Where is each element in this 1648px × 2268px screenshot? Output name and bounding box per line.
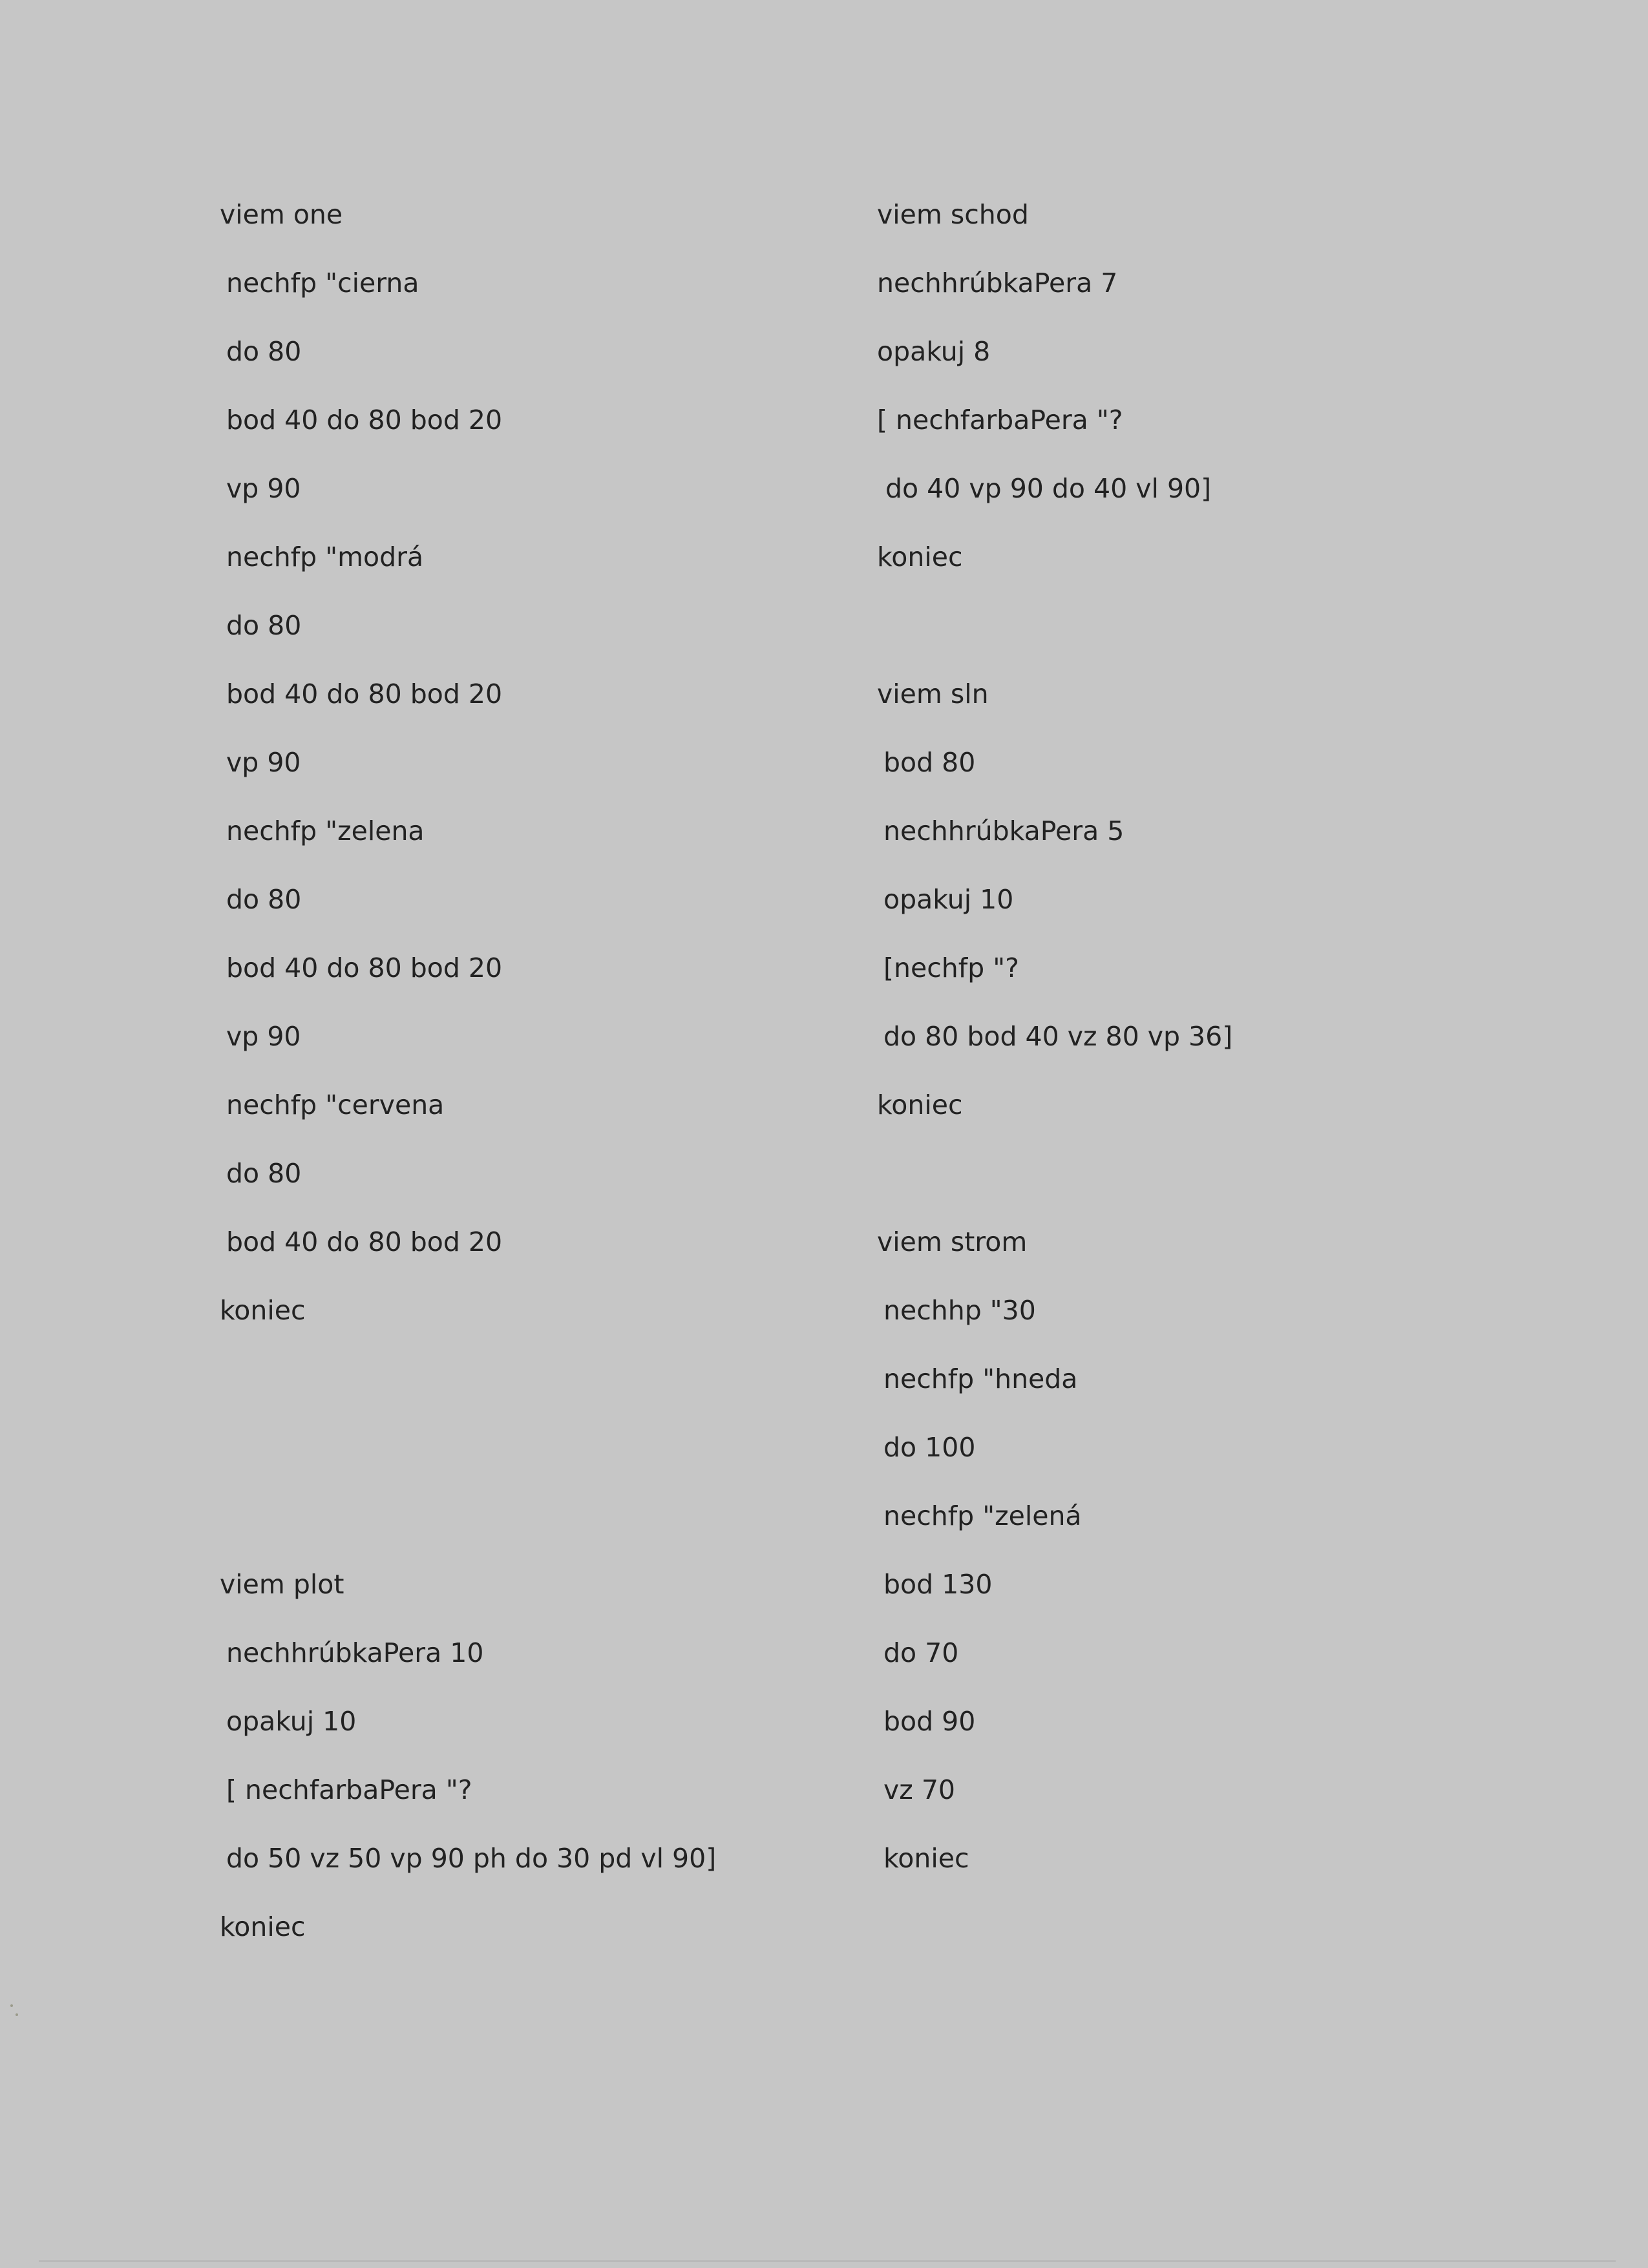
code-line: do 40 vp 90 do 40 vl 90] (877, 473, 1212, 504)
right-column (877, 194, 1523, 1906)
code-line: do 80 (226, 1158, 302, 1189)
code-line: bod 130 (883, 1569, 993, 1600)
procedure-sln (877, 673, 1523, 1153)
code-line: do 50 vz 50 vp 90 ph do 30 pd vl 90] (226, 1843, 717, 1874)
code-line: do 80 bod 40 vz 80 vp 36] (883, 1021, 1233, 1052)
code-line: nechfp "hneda (883, 1363, 1078, 1394)
procedure-header: viem schod (877, 199, 1029, 230)
code-line: opakuj 8 (877, 336, 991, 367)
code-line: bod 40 do 80 bod 20 (226, 1226, 503, 1257)
procedure-plot (220, 1564, 866, 1975)
code-line: do 70 (883, 1637, 959, 1668)
code-line: nechhrúbkaPera 10 (226, 1637, 484, 1668)
code-line: do 80 (226, 884, 302, 915)
code-line: bod 40 do 80 bod 20 (226, 678, 503, 709)
scan-speck (16, 2013, 18, 2016)
code-line: nechfp "modrá (226, 541, 424, 572)
code-line: opakuj 10 (226, 1706, 357, 1737)
code-line: bod 90 (883, 1706, 976, 1737)
code-line: do 100 (883, 1432, 976, 1463)
code-line: nechfp "cierna (226, 268, 419, 299)
code-line: do 80 (226, 336, 302, 367)
code-line: bod 80 (883, 747, 976, 778)
code-line: nechhrúbkaPera 5 (883, 815, 1125, 846)
procedure-end: koniec (877, 1089, 963, 1120)
code-line: vz 70 (883, 1774, 955, 1805)
procedure-end: koniec (220, 1295, 306, 1326)
spacer (220, 1358, 866, 1564)
spacer (877, 1153, 1523, 1221)
left-column (220, 194, 866, 1975)
code-line: bod 40 do 80 bod 20 (226, 404, 503, 436)
procedure-header: viem plot (220, 1569, 344, 1600)
code-line: nechhp "30 (883, 1295, 1036, 1326)
code-line: nechfp "zelena (226, 815, 425, 846)
code-line: [nechfp "? (883, 952, 1019, 983)
procedure-header: viem sln (877, 678, 989, 709)
code-line: vp 90 (226, 1021, 301, 1052)
procedure-end: koniec (220, 1911, 306, 1942)
code-line: vp 90 (226, 473, 301, 504)
procedure-one (220, 194, 866, 1358)
code-line: bod 40 do 80 bod 20 (226, 952, 503, 983)
procedure-header: viem one (220, 199, 343, 230)
code-line: nechfp "cervena (226, 1089, 445, 1120)
procedure-strom (877, 1221, 1523, 1906)
code-line: opakuj 10 (883, 884, 1014, 915)
procedure-header: viem strom (877, 1226, 1028, 1257)
scan-speck (10, 2004, 13, 2007)
code-line: nechfp "zelená (883, 1500, 1082, 1531)
procedure-end: koniec (883, 1843, 969, 1874)
scan-edge-line (39, 2260, 1616, 2262)
code-line: nechhrúbkaPera 7 (877, 268, 1118, 299)
spacer (877, 605, 1523, 673)
code-line: vp 90 (226, 747, 301, 778)
code-line: do 80 (226, 610, 302, 641)
code-line: [ nechfarbaPera "? (877, 404, 1123, 436)
procedure-schod (877, 194, 1523, 605)
procedure-end: koniec (877, 541, 963, 572)
code-line: [ nechfarbaPera "? (226, 1774, 472, 1805)
